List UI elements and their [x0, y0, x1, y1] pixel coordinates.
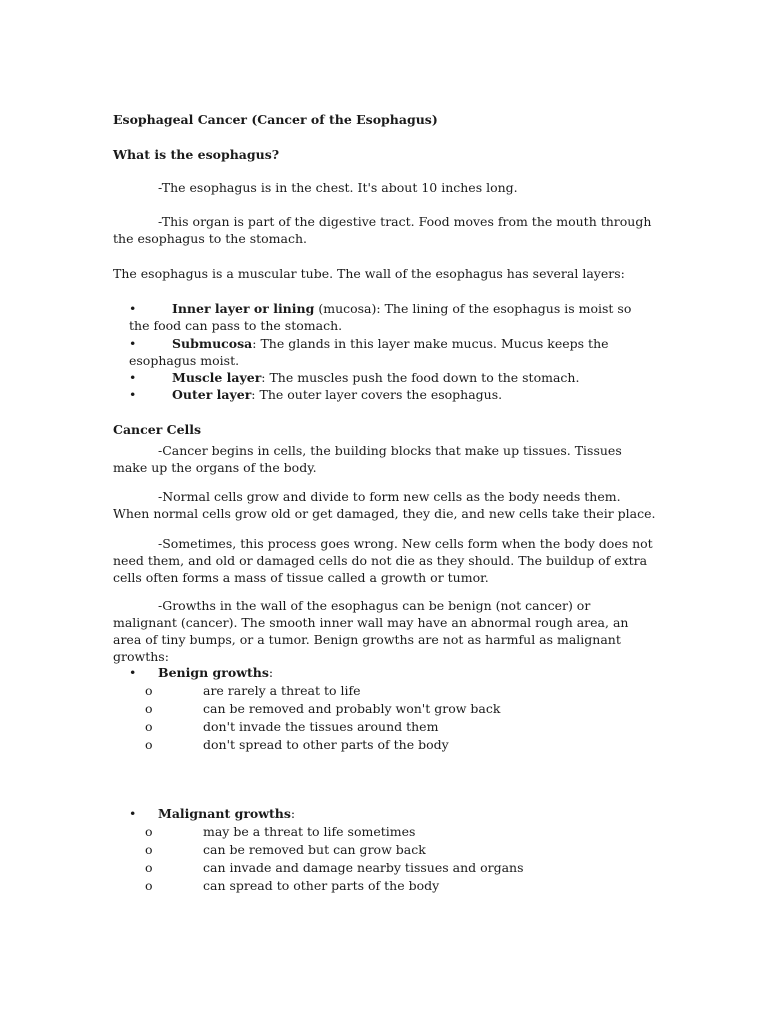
malignant-item: may be a threat to life sometimes	[203, 824, 416, 839]
layer-term: Inner layer or lining	[172, 301, 315, 316]
circle-bullet-icon: o	[145, 701, 153, 716]
benign-item: are rarely a threat to life	[203, 683, 361, 698]
malignant-item: can be removed but can grow back	[203, 842, 426, 857]
malignant-label: Malignant growths	[158, 806, 291, 821]
list-item-layer	[129, 369, 655, 386]
circle-bullet-icon: o	[145, 737, 153, 752]
circle-bullet-icon: o	[145, 878, 153, 893]
paragraph-digestive-tract: -This organ is part of the digestive tract. Food moves from the mouth through the esophagus to the stomach.	[113, 214, 652, 246]
bullet-icon: •	[129, 665, 137, 680]
malignant-item: can invade and damage nearby tissues and organs	[203, 860, 524, 875]
paragraph-growths: -Growths in the wall of the esophagus can be benign (not cancer) or malignant (cancer). The smooth inner wall may have an abnormal rough area, an area of tiny bumps, or a tumor. Benign growths are not as harmful as malignant growths:	[113, 598, 629, 664]
list-item-layer	[129, 335, 655, 369]
section-heading-esophagus: What is the esophagus?	[113, 147, 280, 162]
bullet-icon: •	[129, 387, 137, 402]
bullet-icon: •	[129, 336, 137, 351]
bullet-icon: •	[129, 806, 137, 821]
circle-bullet-icon: o	[145, 860, 153, 875]
list-item-layer	[129, 300, 655, 334]
circle-bullet-icon: o	[145, 683, 153, 698]
layer-term: Outer layer	[172, 387, 252, 402]
layer-term: Muscle layer	[172, 370, 262, 385]
circle-bullet-icon: o	[145, 824, 153, 839]
section-heading-cancer-cells: Cancer Cells	[113, 422, 202, 437]
paragraph-esophagus-location: -The esophagus is in the chest. It's about 10 inches long.	[158, 180, 518, 195]
paragraph-process-wrong: -Sometimes, this process goes wrong. New cells form when the body does not need them, and old or damaged cells do not die as they should. The buildup of extra cells often forms a mass of tissue called a growth or tumor.	[113, 536, 653, 585]
paragraph-cancer-begins: -Cancer begins in cells, the building blocks that make up tissues. Tissues make up the organs of the body.	[113, 443, 622, 475]
layer-description: : The glands in this layer make mucus. Mucus keeps the esophagus moist.	[129, 336, 609, 368]
list-item-layer	[129, 386, 655, 403]
benign-item: can be removed and probably won't grow back	[203, 701, 501, 716]
benign-label: Benign growths	[158, 665, 269, 680]
layer-description: (mucosa): The lining of the esophagus is moist so the food can pass to the stomach.	[129, 301, 632, 333]
benign-colon: :	[268, 665, 274, 680]
malignant-colon: :	[290, 806, 296, 821]
circle-bullet-icon: o	[145, 719, 153, 734]
benign-item: don't invade the tissues around them	[203, 719, 439, 734]
layer-description: : The outer layer covers the esophagus.	[251, 387, 503, 402]
bullet-icon: •	[129, 370, 137, 385]
benign-item: don't spread to other parts of the body	[203, 737, 449, 752]
bullet-icon: •	[129, 301, 137, 316]
paragraph-normal-cells: -Normal cells grow and divide to form new cells as the body needs them. When normal cells grow old or get damaged, they die, and new cells take their place.	[113, 489, 656, 521]
layer-term: Submucosa	[172, 336, 253, 351]
layer-description: : The muscles push the food down to the stomach.	[261, 370, 580, 385]
paragraph-muscular-tube: The esophagus is a muscular tube. The wall of the esophagus has several layers:	[113, 266, 625, 281]
circle-bullet-icon: o	[145, 842, 153, 857]
document-title: Esophageal Cancer (Cancer of the Esophagus)	[113, 112, 438, 127]
malignant-item: can spread to other parts of the body	[203, 878, 440, 893]
